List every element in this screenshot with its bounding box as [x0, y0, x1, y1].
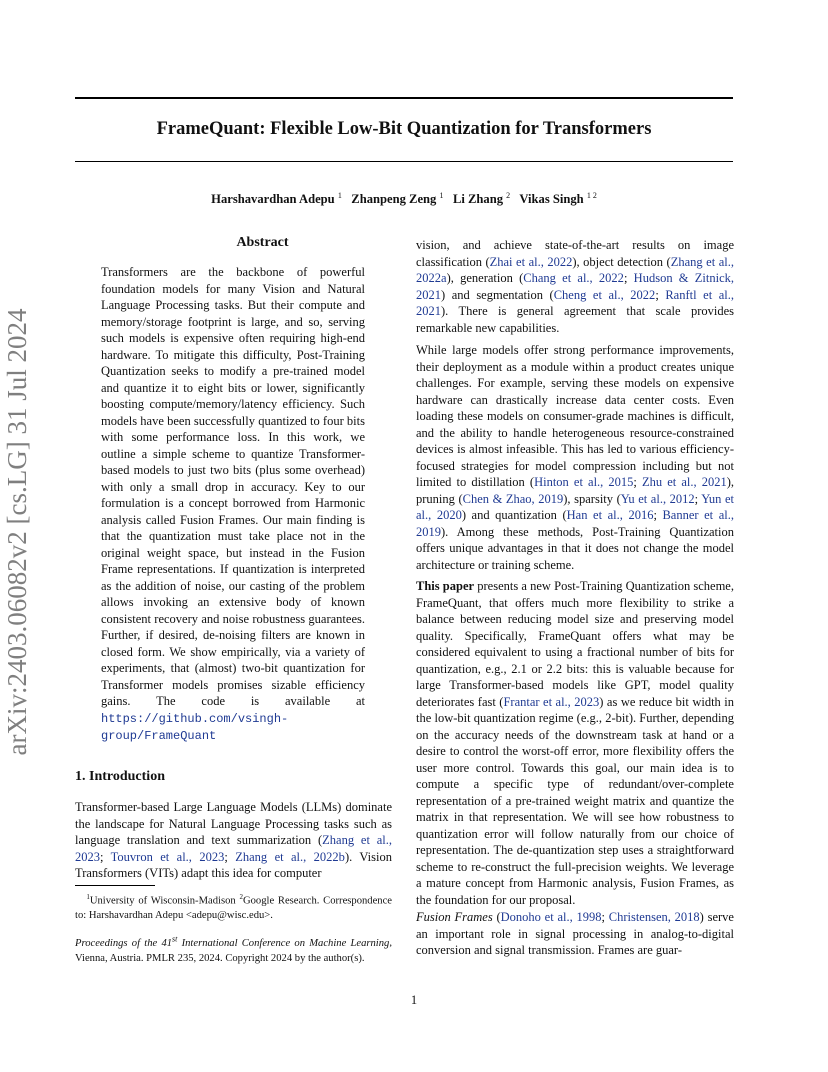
citation-link[interactable]: Chang et al., 2022	[523, 271, 624, 285]
footnote-rule	[75, 885, 155, 886]
citation-link[interactable]: Zhu et al., 2021	[641, 475, 727, 489]
right-paragraph-2: While large models offer strong performance improvements, their deployment as a module within a product creates unique challenges. For example, serving these models on expensive hardware can drastically increase data center costs. Even loading these models on consumer-grade machines is difficult, and the ability to handle heterogeneous resource-constrained devices is almost infeasible. This has led to various efficiency-focused strategies for model compression including but not limited to distillation (Hinton et al., 2015; Zhu et al., 2021), pruning (Chen & Zhao, 2019), sparsity (Yu et al., 2012; Yun et al., 2020) and quantization (Han et al., 2016; Banner et al., 2019). Among these methods, Post-Training Quantization offers unique advantages in that it does not change the model architecture or training scheme.	[416, 343, 734, 572]
page-number: 1	[410, 993, 418, 1007]
section-heading-introduction: 1. Introduction	[75, 769, 165, 784]
citation-link[interactable]: Christensen, 2018	[608, 910, 700, 924]
proceedings-italic: Proceedings of the	[75, 937, 158, 949]
footnote-aff2: Google Research. Correspondence to: Harshavardhan Adepu <adepu@wisc.edu>.	[75, 895, 392, 921]
arxiv-stamp: arXiv:2403.06082v2 [cs.LG] 31 Jul 2024	[2, 308, 32, 756]
citation-link[interactable]: Hudson & Zitnick, 2021	[416, 271, 735, 302]
citation-link[interactable]: Hinton et al., 2015	[534, 475, 634, 489]
citation-link[interactable]: Zhang et al., 2022b	[235, 849, 345, 864]
proceedings-num: 41	[161, 937, 173, 949]
intro-paragraph: Transformer-based Large Language Models (LLMs) dominate the landscape for Natural Language Processing tasks such as language translation and text summarization (Zhang et al., 2023; Touvron et al., 2023; Zhang et al., 2022b). Vision Transformers (VITs) adapt this idea for computer	[75, 800, 392, 880]
proceedings-note	[75, 931, 392, 966]
code-link[interactable]: https://github.com/vsingh-group/FrameQuant	[101, 711, 289, 743]
author-affiliation: 2	[506, 191, 511, 200]
abstract-body	[101, 264, 365, 745]
text-span: ), pruning (	[416, 475, 734, 506]
author-name: Zhanpeng Zeng	[351, 192, 437, 206]
text-span: ) as we reduce bit width in the low-bit quantization regime (e.g., 2-bit). Further, depending on the accuracy needs of the downstream task at hand or a desire to control the worst-off error, more flexibility offers the user more control. Towards this goal, our main idea is to compute a specific type of redundant/over-complete representation of a pre-trained weight matrix and quantize the matrix in that representation. We will see how robustness to quantization error will follow naturally from our choice of representation. The de-quantization step uses a straightforward scheme to re-construct the full-precision weights. We leverage a mature concept from Harmonic analysis, Fusion Frames, as the foundation for our proposal.	[416, 694, 735, 907]
proceedings-rest: , Vienna, Austria. PMLR 235, 2024. Copyright 2024 by the author(s).	[75, 937, 393, 964]
footnote-aff1: University of Wisconsin-Madison	[89, 895, 236, 907]
text-span: ), sparsity (	[563, 491, 621, 506]
citation-link[interactable]: Cheng et al., 2022	[553, 287, 656, 302]
author-name: Li Zhang	[452, 192, 504, 206]
author-affiliation: 1	[439, 191, 444, 200]
proceedings-italic2: International Conference on Machine Learning	[181, 937, 390, 949]
citation-link[interactable]: Yu et al., 2012	[620, 491, 695, 506]
author-name: Harshavardhan Adepu	[211, 192, 335, 206]
bold-lead: This paper	[416, 579, 475, 593]
text-span: ). There is general agreement that scale provides remarkable new capabilities.	[416, 304, 734, 335]
text-span: ), generation (	[446, 271, 524, 285]
right-paragraph-1: vision, and achieve state-of-the-art results on image classification (Zhai et al., 2022), object detection (Zhang et al., 2022a), generation (Chang et al., 2022; Hudson & Zitnick, 2021) and segmentation (Cheng et al., 2022; Ranftl et al., 2021). There is general agreement that scale provides remarkable new capabilities.	[416, 238, 735, 335]
text-span: presents a new Post-Training Quantization scheme, FrameQuant, that offers much more flexibility to strike a balance between reducing model size and preserving model quality. Specifically, FrameQuant offers what may be considered equivalent to using a fractional number of bits for quantization, e.g., 2.1 or 2.2 bits: this is valuable because for large Transformer-based models like GPT, model quality deteriorates fast (	[416, 579, 734, 709]
citation-link[interactable]: Frantar et al., 2023	[503, 694, 600, 709]
author-list	[75, 191, 733, 207]
citation-link[interactable]: Yun et al., 2020	[416, 491, 734, 522]
citation-link[interactable]: Donoho et al., 1998	[500, 910, 602, 924]
proceedings-sup: st	[172, 934, 178, 943]
right-paragraph-3	[416, 578, 734, 908]
citation-link[interactable]: Touvron et al., 2023	[110, 849, 225, 864]
citation-link[interactable]: Zhang et al., 2023	[75, 833, 392, 864]
author-name: Vikas Singh	[519, 192, 584, 206]
text-span: Transformer-based Large Language Models (LLMs) dominate the landscape for Natural Language Processing tasks such as language translation and text summarization (	[75, 800, 392, 847]
title-rule-top	[75, 97, 733, 99]
citation-link[interactable]: Han et al., 2016	[566, 508, 654, 522]
author-affiliation: 1	[337, 191, 342, 200]
right-paragraph-4: Fusion Frames (Donoho et al., 1998; Christensen, 2018) serve an important role in signal processing in analog-to-digital conversion and signal transmission. Frames are guar-	[416, 910, 734, 957]
citation-link[interactable]: Zhang et al., 2022a	[416, 254, 734, 285]
text-span: ), object detection (	[572, 254, 671, 269]
text-span: ). Vision Transformers (VITs) adapt this idea for computer	[75, 849, 392, 880]
text-span: ). Among these methods, Post-Training Quantization offers unique advantages in that it does not change the model architecture or training scheme.	[416, 524, 734, 572]
abstract-heading: Abstract	[236, 235, 289, 250]
paper-title: FrameQuant: Flexible Low-Bit Quantization for Transformers	[156, 119, 652, 139]
text-span: ) and segmentation (	[441, 287, 554, 302]
citation-link[interactable]: Ranftl et al., 2021	[416, 287, 734, 318]
citation-link[interactable]: Zhai et al., 2022	[489, 254, 573, 269]
text-span: While large models offer strong performance improvements, their deployment as a module within a product creates unique challenges. For example, serving these models on expensive hardware can drastically increase data center costs. Even loading these models on consumer-grade machines is difficult, and the ability to handle heterogeneous resource-constrained devices is almost infeasible. This has led to various efficiency-focused strategies for model compression including but not limited to distillation (	[416, 343, 734, 489]
author-affiliation: 1 2	[586, 191, 597, 200]
text-span: (	[492, 910, 501, 924]
affiliation-footnote: $^1$University of Wisconsin-Madison $^2$Google Research. Correspondence to: Harshavardhan Adepu <adepu@wisc.edu>.	[75, 893, 392, 921]
text-span: ) serve an important role in signal processing in analog-to-digital conversion and signal transmission. Frames are guar-	[416, 910, 734, 957]
abstract-text: Transformers are the backbone of powerful foundation models for many Vision and Natural Language Processing tasks. But their compute and memory/storage footprint is large, and so, serving such models is expensive often requiring high-end hardware. To mitigate this difficulty, Post-Training Quantization seeks to modify a pre-trained model and quantize it to eight bits or lower, significantly boosting compute/memory/latency efficiency. Such models have been successfully quantized to four bits with some performance loss. In this work, we outline a simple scheme to quantize Transformer-based models to just two bits (plus some overhead) with only a small drop in accuracy. Key to our formulation is a concept borrowed from Harmonic analysis called Fusion Frames. Our main finding is that the quantization must take place not in the original weight space, but instead in the Fusion Frame representations. If quantization is interpreted as the addition of noise, our casting of the problem allows invoking an extensive body of known consistent recovery and noise robustness guarantees. Further, if desired, de-noising filters are known in closed form. We show empirically, via a variety of experiments, that (almost) two-bit quantization for Transformer models promises sizable efficiency gains. The code is available at	[101, 265, 365, 708]
text-span: ) and quantization (	[461, 508, 567, 522]
citation-link[interactable]: Chen & Zhao, 2019	[462, 491, 564, 506]
citation-link[interactable]: Banner et al., 2019	[416, 508, 734, 539]
title-rule-bottom	[75, 161, 733, 162]
italic-lead: Fusion Frames	[416, 910, 493, 924]
text-span: vision, and achieve state-of-the-art results on image classification (	[416, 238, 734, 269]
